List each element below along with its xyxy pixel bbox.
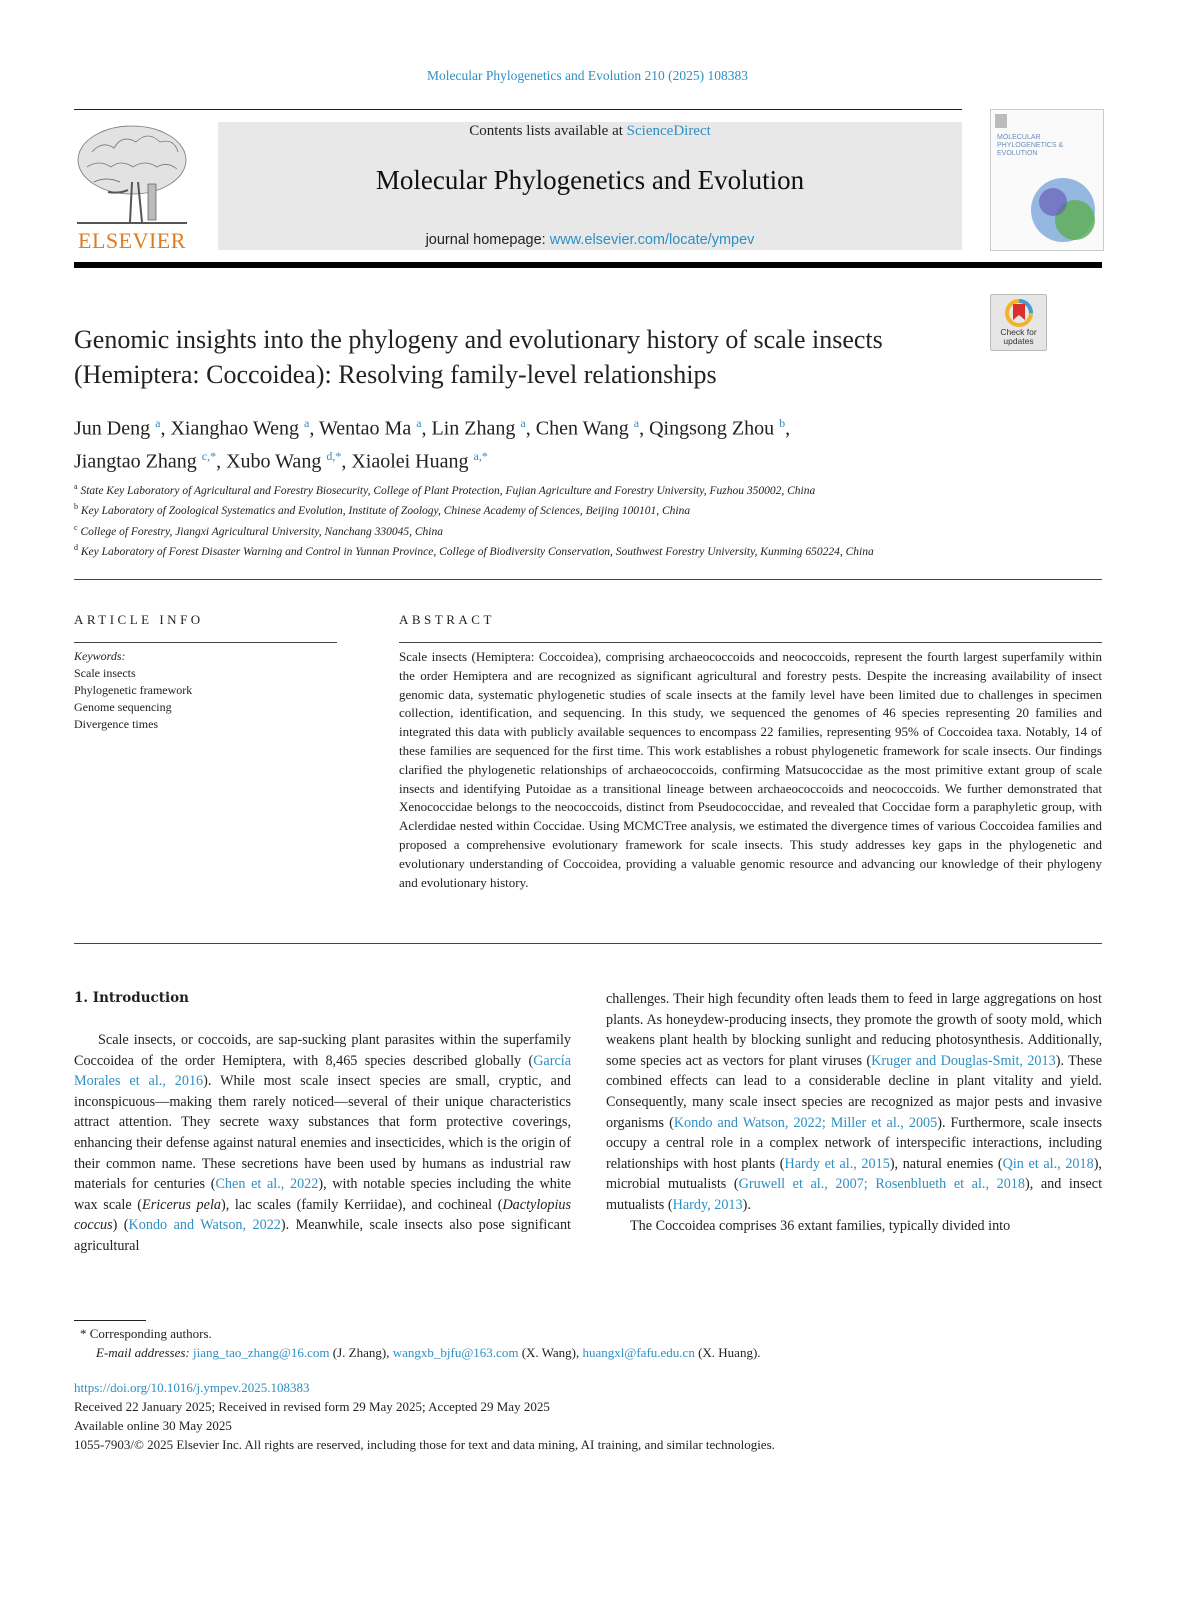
citation-link[interactable]: Chen et al., 2022 xyxy=(215,1176,319,1193)
article-info-heading: ARTICLE INFO xyxy=(74,612,204,627)
affiliation-list xyxy=(74,479,1104,561)
body-text: challenges. Their high fecundity often leads them to feed in large aggregations on host plants. As honeydew-producing insects, they promote the growth of sooty mold, which weakens plant health by blocking sunlight and reducing photosynthesis. Additionally, some species act as vectors for plant viruses ( xyxy=(606,991,1102,1069)
affiliation-marker[interactable]: a,* xyxy=(473,448,488,463)
affiliation-text: College of Forestry, Jiangxi Agricultural University, Nanchang 330045, China xyxy=(77,525,443,538)
email-owner: (X. Wang), xyxy=(518,1345,583,1360)
keyword-item: Divergence times xyxy=(74,717,159,731)
contents-prefix: Contents lists available at xyxy=(469,123,627,139)
elsevier-logo[interactable] xyxy=(72,122,192,254)
cover-title: MOLECULAR PHYLOGENETICS & EVOLUTION xyxy=(997,134,1064,157)
journal-name: Molecular Phylogenetics and Evolution xyxy=(375,165,805,195)
keyword-item: Scale insects xyxy=(74,666,136,680)
homepage-line xyxy=(218,232,962,248)
keyword-item: Genome sequencing xyxy=(74,700,172,714)
citation-link[interactable]: Kondo and Watson, 2022 xyxy=(128,1217,281,1234)
intro-right-column xyxy=(606,989,1102,1236)
email-link[interactable]: huangxl@fafu.edu.cn xyxy=(582,1345,695,1360)
affiliation-key: a xyxy=(74,482,78,491)
body-text: ). While most scale insect species are small, cryptic, and inconspicuous—making them rarely noticed—several of their unique characteristics attract attention. They secrete waxy substances that form protective coverings, enhancing their defense against natural enemies and insecticides, which is the origin of their common name. These secretions have been used by humans as industrial raw materials for centuries ( xyxy=(74,1073,572,1193)
elsevier-wordmark: ELSEVIER xyxy=(78,228,186,253)
body-text: Scale insects, or coccoids, are sap-sucking plant parasites within the superfamily Coccoidea of the order Hemiptera, with 8,465 species described globally ( xyxy=(74,1032,571,1069)
affiliation-text: State Key Laboratory of Agricultural and Forestry Biosecurity, College of Plant Protection, Fujian Agriculture and Forestry University, Fuzhou 350002, China xyxy=(77,484,816,497)
abstract-heading: ABSTRACT xyxy=(399,612,495,627)
author-list: Jun Deng $^a$, Xianghao Weng $^a$, Wentao Ma $^a$, Lin Zhang $^a$, Chen Wang $^a$, Qingsong Zhou $^b$, Jiangtao Zhang $^{c,*}$, Xubo Wang $^{d,*}$, Xiaolei Huang $^{a,*}$ xyxy=(74,416,791,473)
affiliation-marker[interactable]: c,* xyxy=(201,448,217,463)
affiliation-key: c xyxy=(74,522,78,532)
affiliation-item xyxy=(74,520,1104,540)
body-text: ), natural enemies ( xyxy=(889,1155,1003,1172)
intro-paragraph: The Coccoidea comprises 36 extant families, typically divided into xyxy=(630,1217,1011,1234)
article-metadata xyxy=(74,1378,1074,1454)
author-name[interactable]: Xubo Wang xyxy=(226,450,327,473)
author-name[interactable]: Jiangtao Zhang xyxy=(74,450,202,473)
species-name: Dactylopius coccus xyxy=(74,1196,571,1234)
email-label: E-mail addresses: xyxy=(96,1345,190,1360)
affiliation-key: d xyxy=(74,543,78,553)
doi-link[interactable]: https://doi.org/10.1016/j.ympev.2025.108383 xyxy=(74,1380,310,1395)
divider xyxy=(74,579,1102,580)
body-text: ), with notable species including the white wax scale ( xyxy=(74,1176,571,1213)
affiliation-item xyxy=(74,540,1104,560)
email-owner: (X. Huang). xyxy=(694,1345,761,1360)
email-list xyxy=(193,1345,761,1360)
journal-cover-thumbnail[interactable] xyxy=(990,109,1104,251)
affiliation-marker[interactable]: a xyxy=(520,416,526,430)
affiliation-text: Key Laboratory of Zoological Systematics and Evolution, Institute of Zoology, Chinese Academy of Sciences, Beijing 100101, China xyxy=(78,505,691,518)
affiliation-item xyxy=(74,479,1104,499)
affiliation-marker[interactable]: a xyxy=(155,416,161,430)
email-owner: (J. Zhang), xyxy=(329,1345,393,1360)
author-name[interactable]: Lin Zhang xyxy=(431,417,521,440)
author-name[interactable]: Chen Wang xyxy=(535,417,634,440)
check-for-updates-button[interactable] xyxy=(990,294,1047,351)
body-text: ), and insect mutualists ( xyxy=(606,1176,1103,1213)
body-text: ), microbial mutualists ( xyxy=(606,1155,1102,1193)
author-name[interactable]: Jun Deng xyxy=(74,417,156,440)
corresponding-note: * Corresponding authors. xyxy=(80,1326,212,1341)
header-rule xyxy=(74,109,962,110)
body-text: ). Furthermore, scale insects occupy a central role in a complex network of interspecific interactions, including relationships with host plants ( xyxy=(606,1114,1102,1172)
footnote xyxy=(80,1324,1080,1362)
tree-icon xyxy=(72,122,192,226)
email-line xyxy=(80,1343,1080,1362)
copyright-line: 1055-7903/© 2025 Elsevier Inc. All rights are reserved, including those for text and data mining, AI training, and similar technologies. xyxy=(74,1437,775,1452)
citation-link[interactable]: Kruger and Douglas-Smit, 2013 xyxy=(871,1052,1056,1069)
available-online: Available online 30 May 2025 xyxy=(74,1418,232,1433)
bookmark-icon xyxy=(1004,298,1034,330)
keyword-item: Phylogenetic framework xyxy=(74,683,193,697)
affiliation-key: b xyxy=(74,502,78,512)
contents-line xyxy=(218,123,962,140)
body-text: ), lac scales (family Kerriidae), and cochineal ( xyxy=(220,1196,503,1213)
body-text: ). xyxy=(742,1196,751,1213)
email-link[interactable]: wangxb_bjfu@163.com xyxy=(392,1345,519,1360)
divider xyxy=(74,642,337,643)
article-title: Genomic insights into the phylogeny and evolutionary history of scale insects (Hemiptera: Coccoidea): Resolving family-level relationships xyxy=(74,325,883,389)
body-text: ). These combined effects can lead to a considerable decline in plant vitality and yield. Consequently, many scale insect species are recognized as major pests and invasive organisms ( xyxy=(606,1052,1102,1131)
body-text: ). Meanwhile, scale insects also pose significant agricultural xyxy=(74,1217,572,1254)
keywords-block xyxy=(74,648,334,733)
affiliation-marker[interactable]: a xyxy=(633,416,640,430)
affiliation-marker[interactable]: a xyxy=(416,416,422,430)
sciencedirect-link[interactable]: ScienceDirect xyxy=(626,123,711,139)
check-for-updates-label: Check for updates xyxy=(1000,327,1037,346)
intro-paragraph xyxy=(606,989,1102,1216)
body-text: ) ( xyxy=(112,1217,129,1234)
section-heading-introduction: 1. Introduction xyxy=(74,990,189,1006)
author-name[interactable]: Qingsong Zhou xyxy=(649,417,780,440)
author-name[interactable]: Xiaolei Huang xyxy=(351,450,474,473)
keywords-label: Keywords: xyxy=(74,649,126,663)
affiliation-text: Key Laboratory of Forest Disaster Warning and Control in Yunnan Province, College of Biodiversity Conservation, Southwest Forestry University, Kunming 650224, China xyxy=(78,546,874,559)
journal-citation-link[interactable]: Molecular Phylogenetics and Evolution 210 (2025) 108383 xyxy=(427,68,748,83)
footnote-rule xyxy=(74,1320,146,1321)
citation-link[interactable]: García Morales et al., 2016 xyxy=(74,1052,571,1090)
affiliation-marker[interactable]: d,* xyxy=(326,448,342,463)
affiliation-item xyxy=(74,499,1104,519)
citation-link[interactable]: Qin et al., 2018 xyxy=(1002,1155,1094,1172)
divider xyxy=(399,642,1102,643)
author-name[interactable]: Wentao Ma xyxy=(318,417,417,440)
journal-cover-image xyxy=(991,110,1103,250)
journal-homepage-link[interactable]: www.elsevier.com/locate/ympev xyxy=(549,232,755,248)
abstract-text: Scale insects (Hemiptera: Coccoidea), comprising archaeococcoids and neococcoids, represent the fourth largest superfamily within the order Hemiptera and are recognized as significant agricultural and forestry pests. Despite the increasing availability of insect genomic data, systematic phylogenetic studies of scale insects at the family level have been limited due to challenges in specimen collection, identification, and sequencing. In this study, we sequenced the genomes of 46 species representing 20 families and integrated this data with publicly available sequences to encompass 22 families, representing 95% of Coccoidea taxa. Notably, 14 of these families are sequenced for the first time. This work establishes a robust phylogenetic framework for scale insects. Our findings clarified the phylogenetic relationships of archaeococcoids, confirming Matsucoccidae as the most primitive extant group of scale insects and identifying Putoidae as a transitional lineage between archaeococcoids and neococcoids. We further demonstrated that Xenococcidae belongs to the neococcoids, distinct from Pseudococcidae, and revealed that Coccidae form a paraphyletic group, with Aclerdidae nested within Coccidae. Using MCMCTree analysis, we estimated the divergence times of various Coccoidea families and proposed a comprehensive evolutionary framework for scale insects. This study addresses key gaps in the phylogenetic and evolutionary understanding of Coccoidea, providing a valuable genomic resource and advancing our knowledge of their phylogeny and evolutionary history. xyxy=(399,649,1102,890)
citation-link[interactable]: Hardy, 2013 xyxy=(672,1196,743,1213)
affiliation-marker[interactable]: a xyxy=(303,416,310,430)
species-name: Ericerus pela xyxy=(142,1196,221,1213)
citation-link[interactable]: Gruwell et al., 2007; Rosenblueth et al., 2018 xyxy=(738,1176,1025,1193)
affiliation-marker[interactable]: b xyxy=(779,416,786,430)
citation-link[interactable]: Kondo and Watson, 2022; Miller et al., 2005 xyxy=(673,1114,938,1131)
homepage-prefix: journal homepage: xyxy=(425,232,550,248)
article-history: Received 22 January 2025; Received in revised form 29 May 2025; Accepted 29 May 2025 xyxy=(74,1399,550,1414)
email-link[interactable]: jiang_tao_zhang@16.com xyxy=(193,1345,330,1360)
intro-left-column xyxy=(74,1030,571,1257)
citation-link[interactable]: Hardy et al., 2015 xyxy=(784,1155,890,1172)
header-thick-rule xyxy=(74,262,1102,268)
journal-masthead xyxy=(218,122,962,250)
divider xyxy=(74,943,1102,944)
author-name[interactable]: Xianghao Weng xyxy=(170,417,304,440)
